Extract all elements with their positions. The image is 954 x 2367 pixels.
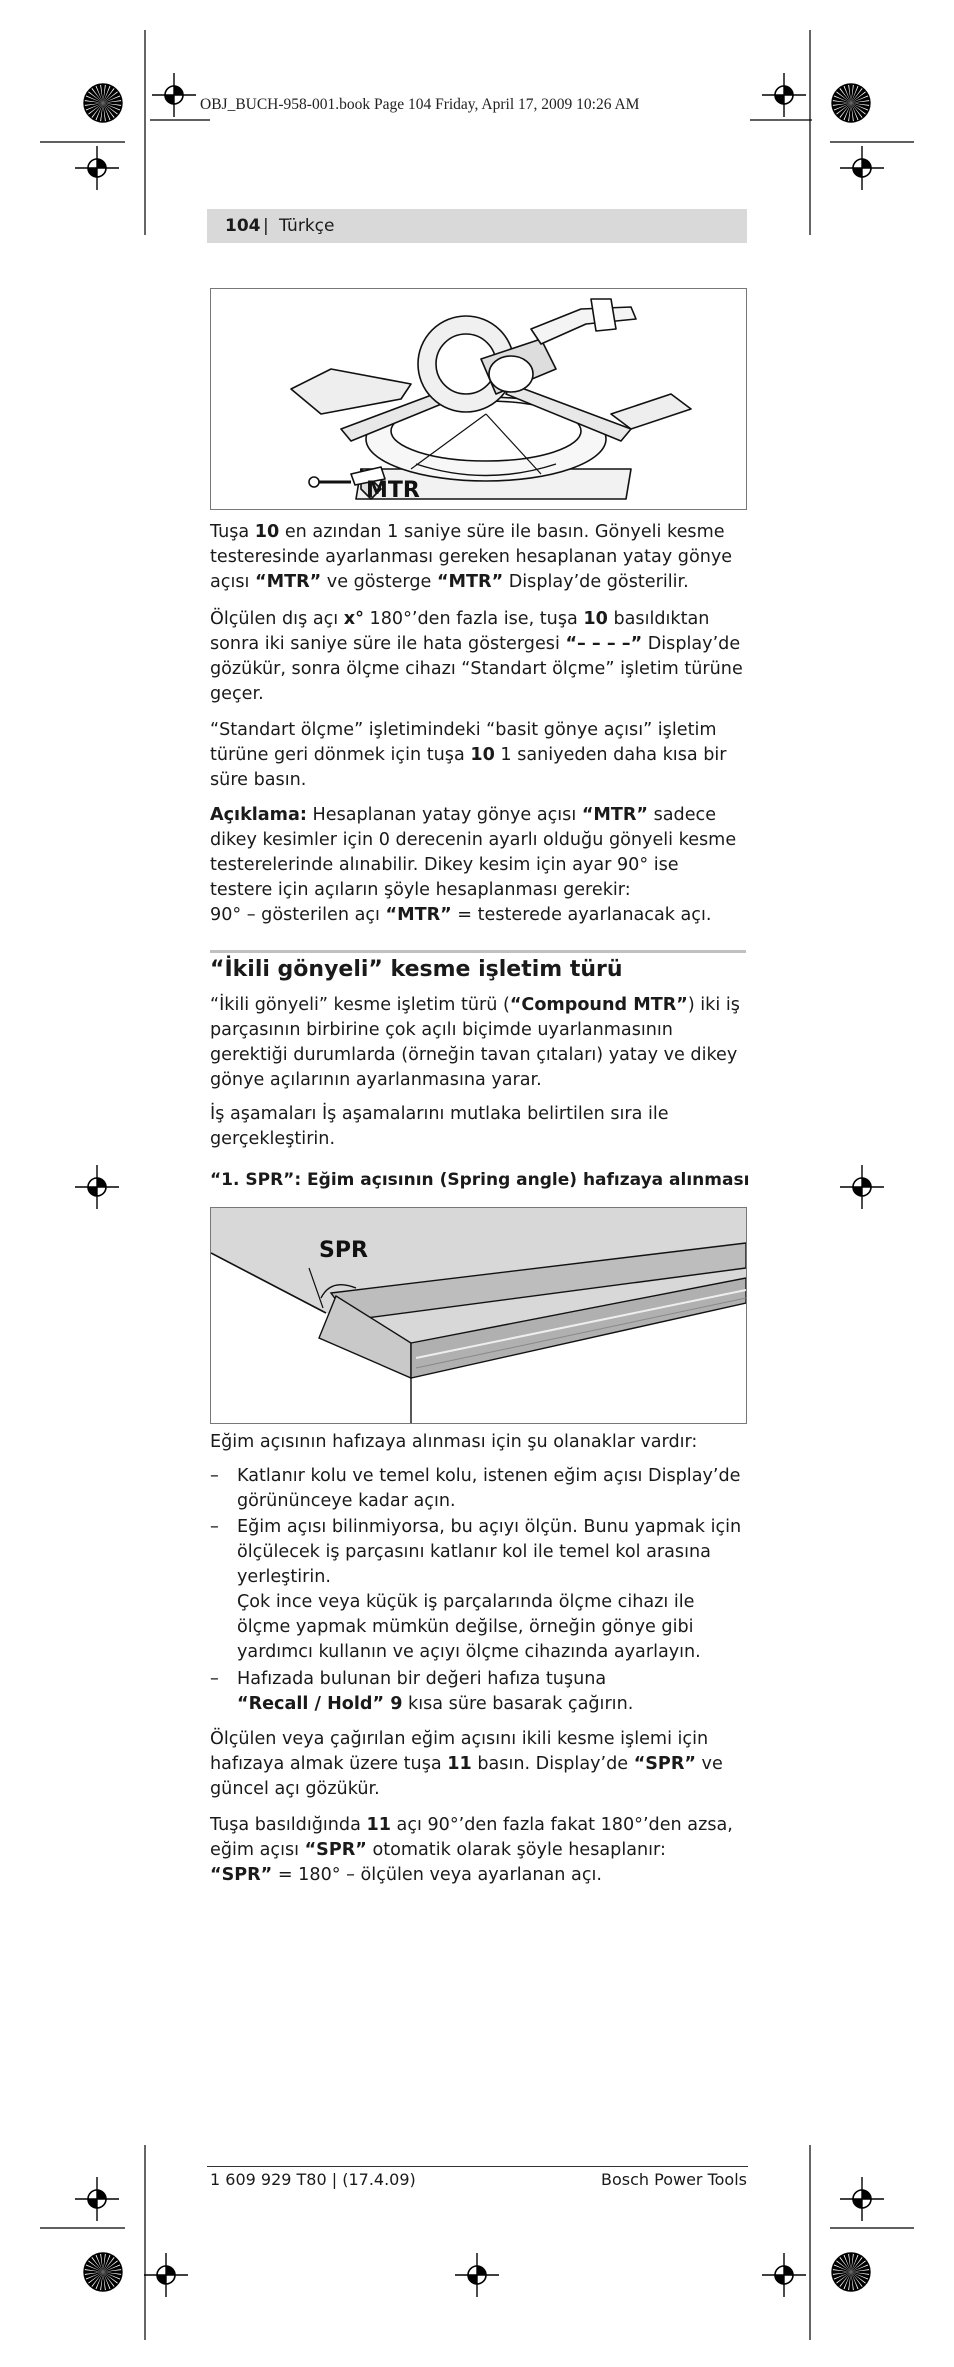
footer-document-code: 1 609 929 T80 | (17.4.09) [210,2170,416,2189]
text-run: 90° – gösterilen açı [210,905,386,925]
text-run: İş aşamaları İş aşamalarını mutlaka belirtilen sıra ile gerçekleştirin. [210,1104,669,1149]
section-divider [210,950,746,953]
bold-text: “MTR” [385,905,452,925]
text-run: Tuşa [210,522,255,542]
text-run: Katlanır kolu ve temel kolu, istenen eğim açısı Display’de görününceye kadar açın. [237,1466,741,1511]
text-run: ve güncel açı gözükür. [210,1754,723,1799]
spr-figure-label: SPR [319,1238,368,1263]
paragraph-3 [210,718,746,793]
text-run: “Standart ölçme” işletimindeki “basit gönye açısı” işletim türüne geri dönmek için tuşa [210,720,717,765]
bold-text: “MTR” [581,805,648,825]
paragraph-8 [210,1727,746,1802]
bold-text: “– – – –” [565,634,643,654]
mtr-figure-label: MTR [366,478,420,503]
page-number: 104 [225,216,261,236]
bold-text: 11 [447,1754,472,1774]
text-run: Ölçülen veya çağırılan eğim açısını ikili kesme işlemi için hafızaya almak üzere tuşa [210,1729,709,1774]
page-header-separator: | [263,216,269,236]
page-language: Türkçe [279,216,335,236]
mitre-saw-illustration [211,289,746,509]
bold-text: “SPR” [633,1754,696,1774]
bold-text: “MTR” [255,572,322,592]
bold-text: “Recall / Hold” 9 [237,1694,403,1714]
paragraph-1 [210,520,746,595]
text-run: Tuşa basıldığında [210,1815,367,1835]
text-run: Display’de gözükür, sonra ölçme cihazı “Standart ölçme” işletim türüne geçer. [210,634,743,704]
text-run: Hesaplanan yatay gönye açısı [306,805,582,825]
text-run: = testerede ayarlanacak açı. [451,905,712,925]
bold-text: Açıklama: [210,805,307,825]
bold-text: x° [343,609,364,629]
text-run: 180°’den fazla ise, tuşa [363,609,584,629]
bold-text: “SPR” [210,1865,273,1885]
text-run: Display’de gösterilir. [503,572,689,592]
text-run: ve gösterge [321,572,437,592]
figure-spring-angle [210,1207,747,1424]
list-dash: – [210,1669,219,1689]
text-run: ) iki iş parçasının birbirine çok açılı biçimde uyarlanmasının gerektiği durumlarda (örneğin tavan çıtaları) yatay ve dikey gönye açılarının ayarlanmasına yarar. [210,995,740,1090]
text-run: en azından 1 saniye süre ile basın. Gönyeli kesme testeresinde ayarlanması gereken hesaplanan yatay gönye açısı [210,522,733,592]
list-item-text [237,1464,746,1514]
text-run: 1 saniyeden daha kısa bir süre basın. [210,745,727,790]
figure-mitre-saw [210,288,747,510]
text-run: sadece dikey kesimler için 0 derecenin ayarlı olduğu gönyeli kesme testerelerinde alınabilir. Dikey kesim için ayar 90° ise testere için açıların şöyle hesaplanması gerekir: [210,805,737,900]
bold-text: 10 [254,522,280,542]
text-run: basın. Display’de [471,1754,634,1774]
bold-text: 10 [470,745,495,765]
text-run: basıldıktan sonra iki saniye süre ile hata göstergesi [210,609,710,654]
text-run: Eğim açısı bilinmiyorsa, bu açıyı ölçün. Bunu yapmak için ölçülecek iş parçasını katlanır kol ile temel kol arasına yerleştirin. [237,1517,742,1587]
list-dash: – [210,1517,219,1537]
footer-rule [207,2166,748,2167]
bold-text: 11 [366,1815,391,1835]
bold-text: “MTR” [436,572,504,592]
section-title: “İkili gönyeli” kesme işletim türü [210,957,623,982]
bold-text: “SPR” [304,1840,367,1860]
subheading-spr: “1. SPR”: Eğim açısının (Spring angle) hafızaya alınması [210,1170,750,1190]
list-dash: – [210,1466,219,1486]
text-run: otomatik olarak şöyle hesaplanır: [366,1840,666,1860]
text-run: Hafızada bulunan bir değeri hafıza tuşuna [237,1669,607,1689]
paragraph-2 [210,607,746,707]
text-run: “İkili gönyeli” kesme işletim türü ( [210,995,510,1015]
book-header: OBJ_BUCH-958-001.book Page 104 Friday, April 17, 2009 10:26 AM [200,96,640,113]
page-header-bar [207,209,747,243]
text-run: = 180° – ölçülen veya ayarlanan açı. [272,1865,602,1885]
bold-text: 10 [583,609,608,629]
paragraph-5 [210,993,746,1093]
text-run: kısa süre basarak çağırın. [402,1694,634,1714]
spring-angle-illustration [211,1208,746,1423]
footer-brand: Bosch Power Tools [601,2170,747,2189]
text-run: açı 90°’den fazla fakat 180°’den azsa, eğim açısı [210,1815,733,1860]
paragraph-7 [210,1430,746,1455]
list-item-text [237,1515,746,1665]
bold-text: “Compound MTR” [509,995,688,1015]
list-item-text [237,1667,746,1717]
text-run: Çok ince veya küçük iş parçalarında ölçme cihazı ile ölçme yapmak mümkün değilse, örneğin gönye gibi yardımcı kullanın ve açıyı ölçme cihazında ayarlayın. [237,1592,701,1662]
paragraph-9 [210,1813,746,1888]
paragraph-4 [210,803,746,928]
paragraph-6 [210,1102,746,1152]
text-run: Ölçülen dış açı [210,609,344,629]
text-run: Eğim açısının hafızaya alınması için şu olanaklar vardır: [210,1432,698,1452]
